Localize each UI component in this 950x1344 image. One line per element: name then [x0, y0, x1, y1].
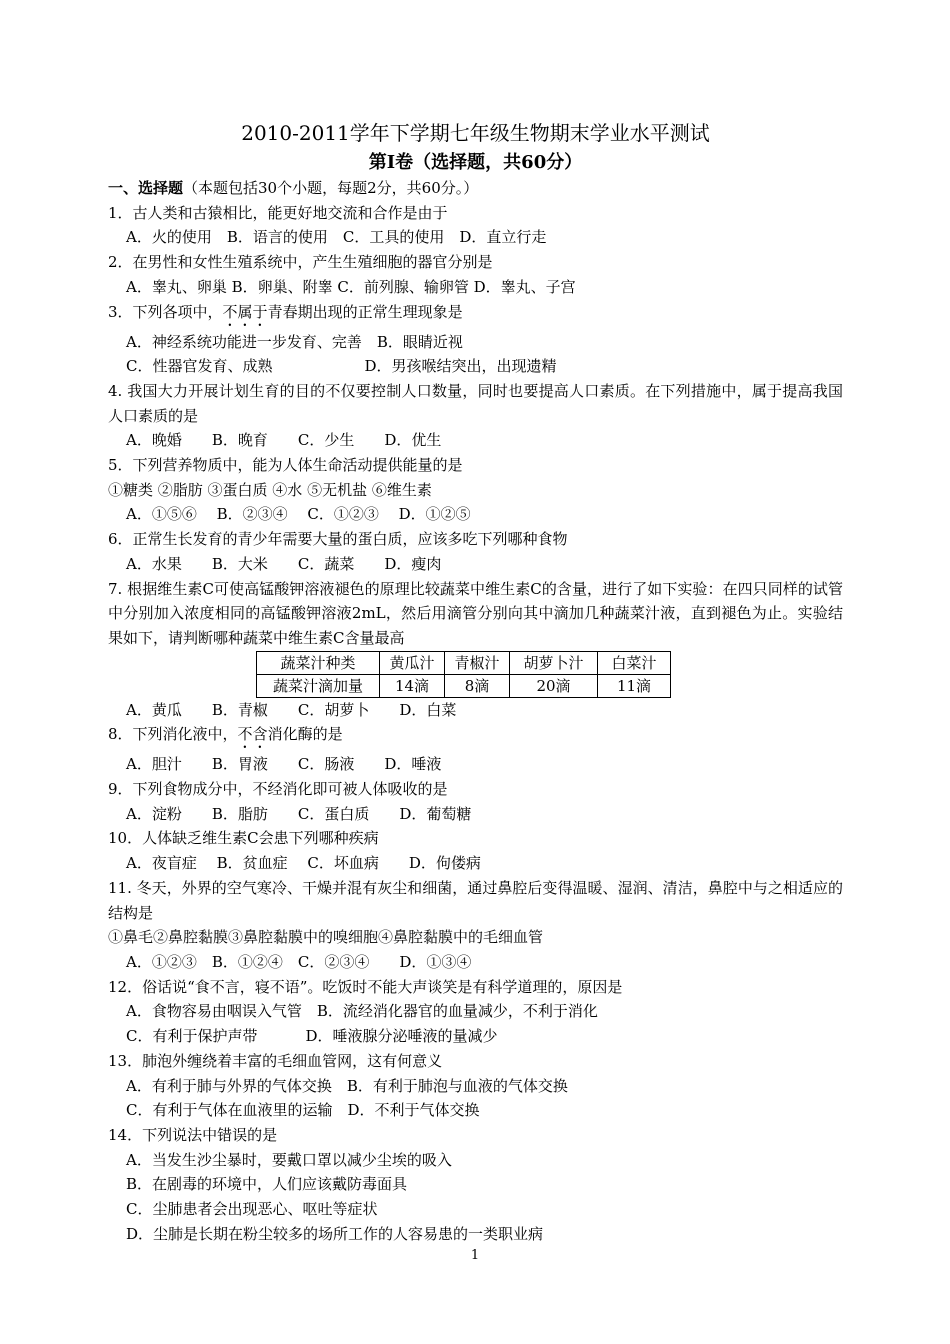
- question-7-stem: 7. 根据维生素C可使高锰酸钾溶液褪色的原理比较蔬菜中维生素C的含量，进行了如下实验：在四只同样的试管中分别加入浓度相同的高锰酸钾溶液2mL，然后用滴管分别向其中滴加几种蔬菜汁液，直到褪色为止。实验结果如下，请判断哪种蔬菜中维生素C含量最高: [108, 579, 843, 647]
- question-9-options: A．淀粉 B．脂肪 C．蛋白质 D．葡萄糖: [126, 804, 472, 823]
- question-14-option-b: B．在剧毒的环境中，人们应该戴防毒面具: [126, 1175, 408, 1194]
- question-9-stem: 9．下列食物成分中，不经消化即可被人体吸收的是: [108, 780, 448, 799]
- section-heading: [108, 176, 843, 201]
- question-12-options-2: [108, 1024, 843, 1049]
- question-3-option-d: D．男孩喉结突出，出现遗精: [364, 357, 557, 376]
- question-10-options: A．夜盲症 B．贫血症 C．坏血病 D．佝偻病: [126, 854, 481, 873]
- question-3-stem: [108, 300, 843, 330]
- question-3-stem-part: 青春期出现的正常生理现象是: [267, 302, 463, 321]
- question-10-stem: 10．人体缺乏维生素C会患下列哪种疾病: [108, 829, 379, 848]
- question-5-options: A．①⑤⑥ B．②③④ C．①②③ D．①②⑤: [126, 505, 471, 524]
- question-14-option-a: A．当发生沙尘暴时，要戴口罩以减少尘埃的吸入: [126, 1150, 452, 1169]
- table-cell: 14滴: [380, 674, 445, 697]
- question-3-options-1: A．神经系统功能进一步发育、完善 B．眼睛近视: [126, 332, 463, 351]
- table-cell: 8滴: [445, 674, 510, 697]
- question-1-options: A．火的使用 B．语言的使用 C．工具的使用 D．直立行走: [126, 228, 547, 247]
- table-row: [257, 674, 671, 697]
- question-3-options-2: [108, 354, 843, 379]
- question-8-options: A．胆汁 B．胃液 C．肠液 D．唾液: [126, 755, 442, 774]
- question-7-options: A．黄瓜 B．青椒 C．胡萝卜 D．白菜: [126, 700, 457, 719]
- table-header-row: [257, 651, 671, 674]
- question-5-stem: 5．下列营养物质中，能为人体生命活动提供能量的是: [108, 456, 463, 475]
- page-title: 2010-2011学年下学期七年级生物期末学业水平测试: [241, 121, 710, 145]
- question-13-stem: 13．肺泡外缠绕着丰富的毛细血管网，这有何意义: [108, 1051, 443, 1070]
- question-12-options-1: A．食物容易由咽误入气管 B．流经消化器官的血量减少，不利于消化: [126, 1002, 598, 1021]
- question-12-option-d: D．唾液腺分泌唾液的量减少: [305, 1027, 498, 1046]
- section-label: 一、选择题: [108, 179, 184, 197]
- question-2-options: A．睾丸、卵巢 B．卵巢、附睾 C．前列腺、输卵管 D．睾丸、子宫: [126, 277, 576, 296]
- question-8-stem-part: 8．下列消化液中，: [108, 725, 238, 744]
- question-12-option-c: C．有利于保护声带: [126, 1027, 258, 1046]
- question-1-stem: 1．古人类和古猿相比，能更好地交流和合作是由于: [108, 203, 448, 222]
- question-5-items: ①糖类 ②脂肪 ③蛋白质 ④水 ⑤无机盐 ⑥维生素: [108, 480, 432, 499]
- page-number: 1: [470, 1248, 480, 1263]
- question-8-emphasis: 不含: [237, 725, 268, 744]
- question-14-stem: 14．下列说法中错误的是: [108, 1125, 278, 1144]
- table-cell: 蔬菜汁滴加量: [257, 674, 380, 697]
- table-cell: 20滴: [510, 674, 598, 697]
- question-11-stem: 11. 冬天，外界的空气寒冷、干燥并混有灰尘和细菌，通过鼻腔后变得温暖、湿润、清洁，鼻腔中与之相适应的结构是: [108, 878, 843, 922]
- vegetable-juice-table: [256, 651, 671, 698]
- table-cell: 白菜汁: [598, 651, 671, 674]
- question-2-stem: 2．在男性和女性生殖系统中，产生生殖细胞的器官分别是: [108, 253, 493, 272]
- part-subtitle: 第Ⅰ卷（选择题，共60分）: [368, 152, 583, 173]
- section-desc: （本题包括30个小题，每题2分，共60分。）: [183, 179, 479, 197]
- question-3-stem-part: 3．下列各项中，: [108, 302, 223, 321]
- question-3-emphasis: 不属于: [222, 302, 268, 321]
- question-11-options: A．①②③ B．①②④ C．②③④ D．①③④: [126, 952, 472, 971]
- question-13-options-1: A．有利于肺与外界的气体交换 B．有利于肺泡与血液的气体交换: [126, 1076, 568, 1095]
- question-6-options: A．水果 B．大米 C．蔬菜 D．瘦肉: [126, 554, 442, 573]
- question-4-stem: 4. 我国大力开展计划生育的目的不仅要控制人口数量，同时也要提高人口素质。在下列措施中，属于提高我国人口素质的是: [108, 381, 843, 425]
- question-13-options-2: C．有利于气体在血液里的运输 D．不利于气体交换: [126, 1101, 480, 1120]
- question-8-stem-part: 消化酶的是: [267, 725, 343, 744]
- table-cell: 蔬菜汁种类: [257, 651, 380, 674]
- question-12-stem: 12．俗话说“食不言，寝不语”。吃饭时不能大声谈笑是有科学道理的，原因是: [108, 977, 623, 996]
- question-4-options: A．晚婚 B．晚育 C．少生 D．优生: [126, 431, 442, 450]
- table-cell: 11滴: [598, 674, 671, 697]
- question-3-option-c: C．性器官发育、成熟: [126, 357, 273, 376]
- table-cell: 胡萝卜汁: [510, 651, 598, 674]
- question-14-option-d: D．尘肺是长期在粉尘较多的场所工作的人容易患的一类职业病: [126, 1224, 544, 1243]
- question-14-option-c: C．尘肺患者会出现恶心、呕吐等症状: [126, 1200, 378, 1219]
- question-6-stem: 6．正常生长发育的青少年需要大量的蛋白质，应该多吃下列哪种食物: [108, 530, 568, 549]
- exam-page: [108, 118, 843, 1246]
- question-11-items: ①鼻毛②鼻腔黏膜③鼻腔黏膜中的嗅细胞④鼻腔黏膜中的毛细血管: [108, 928, 544, 947]
- question-8-stem: [108, 722, 843, 752]
- table-cell: 黄瓜汁: [380, 651, 445, 674]
- table-cell: 青椒汁: [445, 651, 510, 674]
